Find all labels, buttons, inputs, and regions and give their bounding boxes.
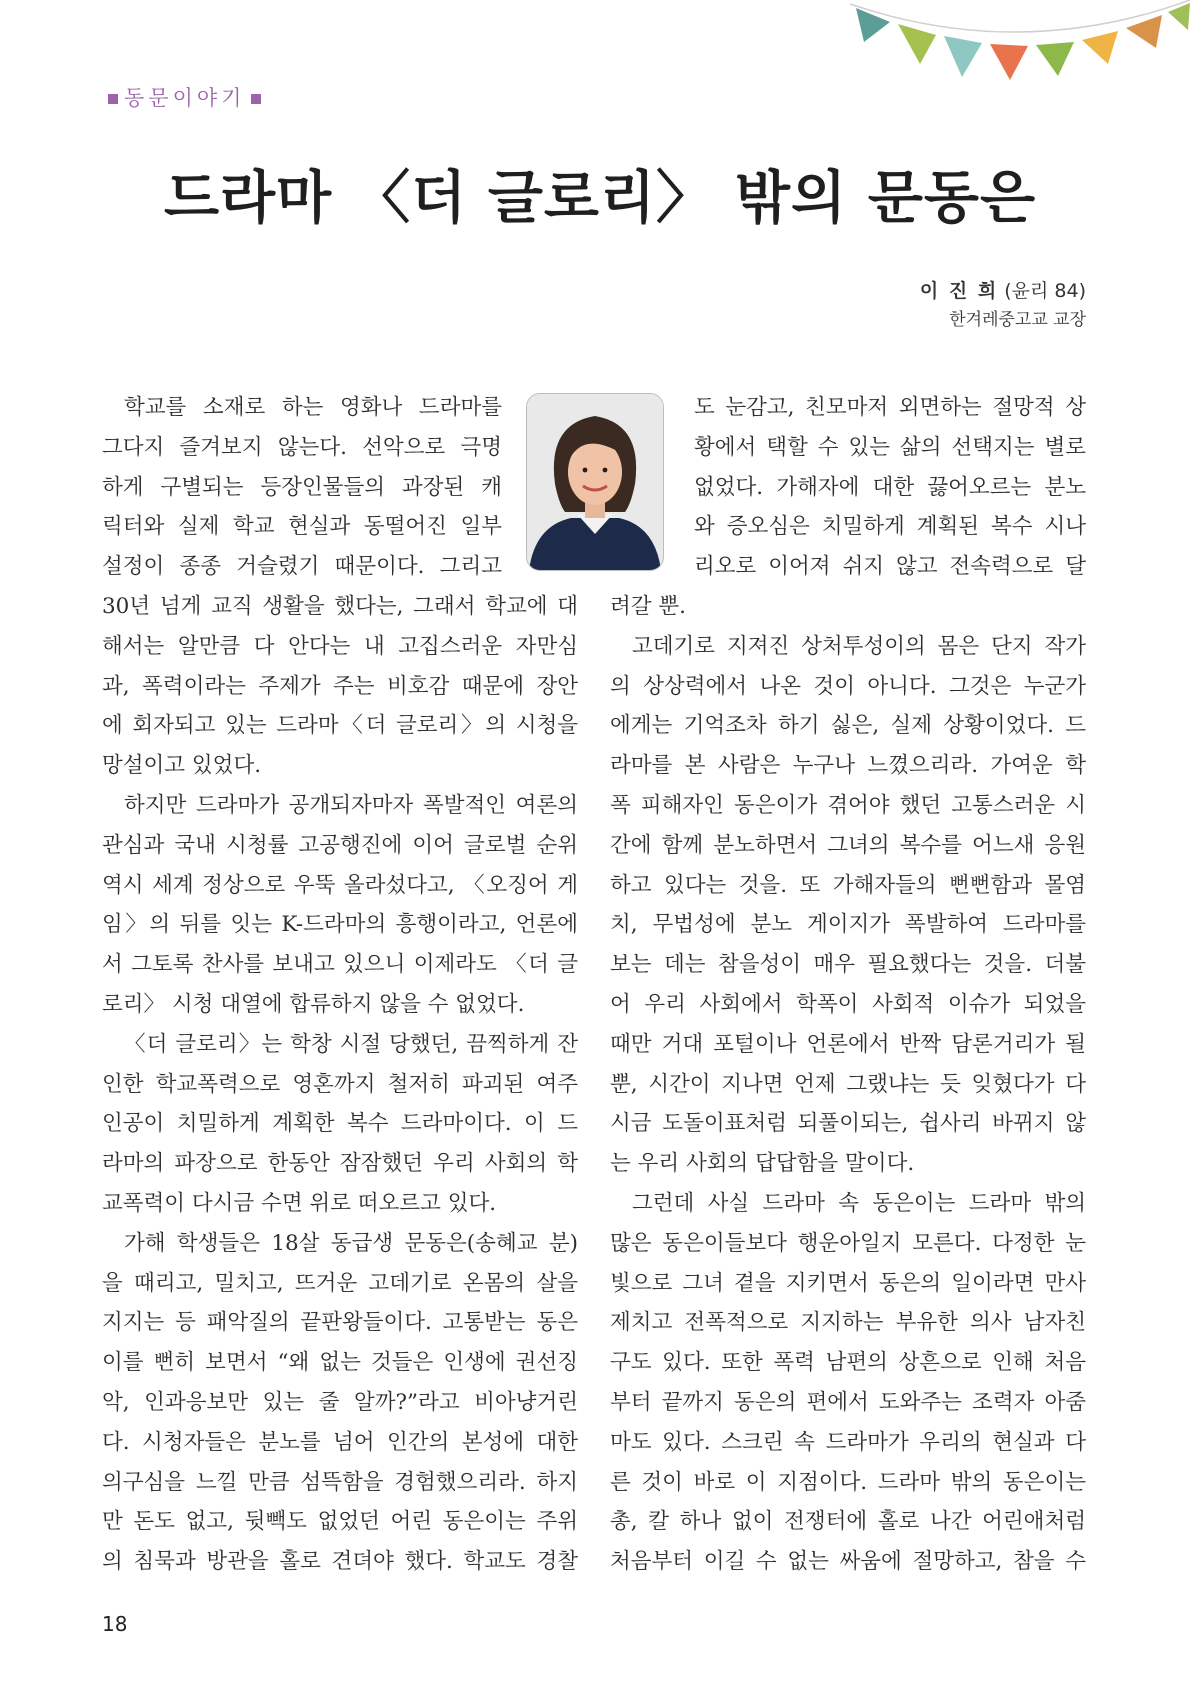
text-line: 〈더 글로리〉는 학창 시절 당했던, 끔찍하게 잔: [124, 1031, 578, 1057]
text-line: 구도 있다. 또한 폭력 남편의 상흔으로 인해 처음: [610, 1350, 1086, 1376]
text-line: 없었다. 가해자에 대한 끓어오르는 분노: [694, 474, 1086, 500]
text-line: 해서는 알만큼 다 안다는 내 고집스러운 자만심: [102, 633, 578, 659]
text-line: 하게 구별되는 등장인물들의 과장된 캐: [102, 474, 502, 500]
text-line: 마도 있다. 스크린 속 드라마가 우리의 현실과 다: [610, 1429, 1086, 1455]
text-line: 그런데 사실 드라마 속 동은이는 드라마 밖의: [632, 1190, 1086, 1216]
text-line: 리오로 이어져 쉬지 않고 전속력으로 달: [694, 554, 1086, 580]
text-line: 폭 피해자인 동은이가 겪어야 했던 고통스러운 시: [610, 792, 1086, 818]
author-byline: [920, 276, 1086, 334]
text-line: 망설이고 있었다.: [102, 753, 262, 779]
square-icon: [108, 94, 118, 104]
text-line: 역시 세계 정상으로 우뚝 올라섰다고, 〈오징어 게: [102, 872, 578, 898]
text-line: 악, 인과응보만 있는 줄 알까?”라고 비아냥거린: [102, 1389, 578, 1415]
text-line: 어 우리 사회에서 학폭이 사회적 이슈가 되었을: [610, 991, 1086, 1017]
text-line: 하지만 드라마가 공개되자마자 폭발적인 여론의: [124, 792, 578, 818]
text-line: 에게는 기억조차 하기 싫은, 실제 상황이었다. 드: [610, 713, 1086, 739]
text-line: 치, 무법성에 분노 게이지가 폭발하여 드라마를: [610, 912, 1086, 938]
text-line: 만 돈도 없고, 뒷빽도 없었던 어린 동은이는 주위: [102, 1509, 578, 1535]
text-column-right: [610, 388, 1086, 1582]
text-line: 려갈 뿐.: [610, 593, 686, 619]
text-line: 서 그토록 찬사를 보내고 있으니 이제라도 〈더 글: [102, 952, 578, 978]
text-line: 의구심을 느낄 만큼 섬뜩함을 경험했으리라. 하지: [102, 1469, 578, 1495]
text-line: 설정이 종종 거슬렸기 때문이다. 그리고: [102, 554, 502, 580]
text-line: 라마의 파장으로 한동안 잠잠했던 우리 사회의 학: [102, 1151, 578, 1177]
text-line: 빛으로 그녀 곁을 지키면서 동은의 일이라면 만사: [610, 1270, 1086, 1296]
text-line: 릭터와 실제 학교 현실과 동떨어진 일부: [102, 514, 502, 540]
text-line: 관심과 국내 시청률 고공행진에 이어 글로벌 순위: [102, 832, 578, 858]
text-line: 보는 데는 참을성이 매우 필요했다는 것을. 더불: [610, 952, 1086, 978]
text-line: 30년 넘게 교직 생활을 했다는, 그래서 학교에 대: [102, 593, 578, 619]
text-line: 다. 시청자들은 분노를 넘어 인간의 본성에 대한: [102, 1429, 578, 1455]
text-line: 임〉의 뒤를 잇는 K-드라마의 흥행이라고, 언론에: [102, 912, 578, 938]
text-line: 고데기로 지져진 상처투성이의 몸은 단지 작가: [632, 633, 1086, 659]
text-line: 이를 뻔히 보면서 “왜 없는 것들은 인생에 권선징: [102, 1350, 578, 1376]
text-line: 인공이 치밀하게 계획한 복수 드라마이다. 이 드: [102, 1111, 578, 1137]
text-line: 는 우리 사회의 답답함을 말이다.: [610, 1151, 915, 1177]
text-line: 처음부터 이길 수 없는 싸움에 절망하고, 참을 수: [610, 1549, 1086, 1575]
text-line: 의 상상력에서 나온 것이 아니다. 그것은 누군가: [610, 673, 1086, 699]
text-line: 과, 폭력이라는 주제가 주는 비호감 때문에 장안: [102, 673, 578, 699]
text-line: 제치고 전폭적으로 지지하는 부유한 의사 남자친: [610, 1310, 1086, 1336]
text-line: 뿐, 시간이 지나면 언제 그랬냐는 듯 잊혔다가 다: [610, 1071, 1086, 1097]
author-name: 이 진 희: [919, 280, 999, 302]
page-number: 18: [102, 1612, 128, 1636]
text-line: 때만 거대 포털이나 언론에서 반짝 담론거리가 될: [610, 1031, 1086, 1057]
text-line: 을 때리고, 밀치고, 뜨거운 고데기로 온몸의 살을: [102, 1270, 578, 1296]
text-line: 지지는 등 패악질의 끝판왕들이다. 고통받는 동은: [102, 1310, 578, 1336]
text-line: 와 증오심은 치밀하게 계획된 복수 시나: [694, 514, 1086, 540]
text-line: 로리〉 시청 대열에 합류하지 않을 수 없었다.: [102, 991, 525, 1017]
text-line: 인한 학교폭력으로 영혼까지 철저히 파괴된 여주: [102, 1071, 578, 1097]
author-position: 한겨레중고교 교장: [949, 310, 1086, 330]
text-line: 부터 끝까지 동은의 편에서 도와주는 조력자 아줌: [610, 1389, 1086, 1415]
text-line: 른 것이 바로 이 지점이다. 드라마 밖의 동은이는: [610, 1469, 1086, 1495]
text-line: 의 침묵과 방관을 홀로 견뎌야 했다. 학교도 경찰: [102, 1549, 578, 1575]
text-line: 총, 칼 하나 없이 전쟁터에 홀로 나간 어린애처럼: [610, 1509, 1086, 1535]
text-line: 에 회자되고 있는 드라마〈더 글로리〉의 시청을: [102, 713, 578, 739]
text-line: 하고 있다는 것을. 또 가해자들의 뻔뻔함과 몰염: [610, 872, 1086, 898]
section-label: 동문이야기: [124, 86, 246, 110]
text-line: 라마를 본 사람은 누구나 느꼈으리라. 가여운 학: [610, 753, 1086, 779]
text-column-left: [102, 388, 578, 1582]
text-line: 간에 함께 분노하면서 그녀의 복수를 어느새 응원: [610, 832, 1086, 858]
text-line: 학교를 소재로 하는 영화나 드라마를: [124, 395, 502, 420]
bunting-decoration: [850, 0, 1190, 85]
article-title: 드라마 〈더 글로리〉 밖의 문동은: [163, 165, 1037, 231]
text-line: 도 눈감고, 친모마저 외면하는 절망적 상: [694, 395, 1086, 420]
text-line: 교폭력이 다시금 수면 위로 떠오르고 있다.: [102, 1190, 497, 1216]
square-icon: [251, 94, 261, 104]
text-line: 가해 학생들은 18살 동급생 문동은(송혜교 분): [124, 1230, 578, 1256]
text-line: 시금 도돌이표처럼 되풀이되는, 쉽사리 바뀌지 않: [610, 1111, 1086, 1137]
section-tag: [102, 82, 267, 112]
text-line: 황에서 택할 수 있는 삶의 선택지는 별로: [694, 434, 1086, 460]
text-line: 그다지 즐겨보지 않는다. 선악으로 극명: [102, 434, 502, 460]
text-line: 많은 동은이들보다 행운아일지 모른다. 다정한 눈: [610, 1230, 1086, 1256]
author-affiliation: (윤리 84): [1004, 280, 1086, 302]
